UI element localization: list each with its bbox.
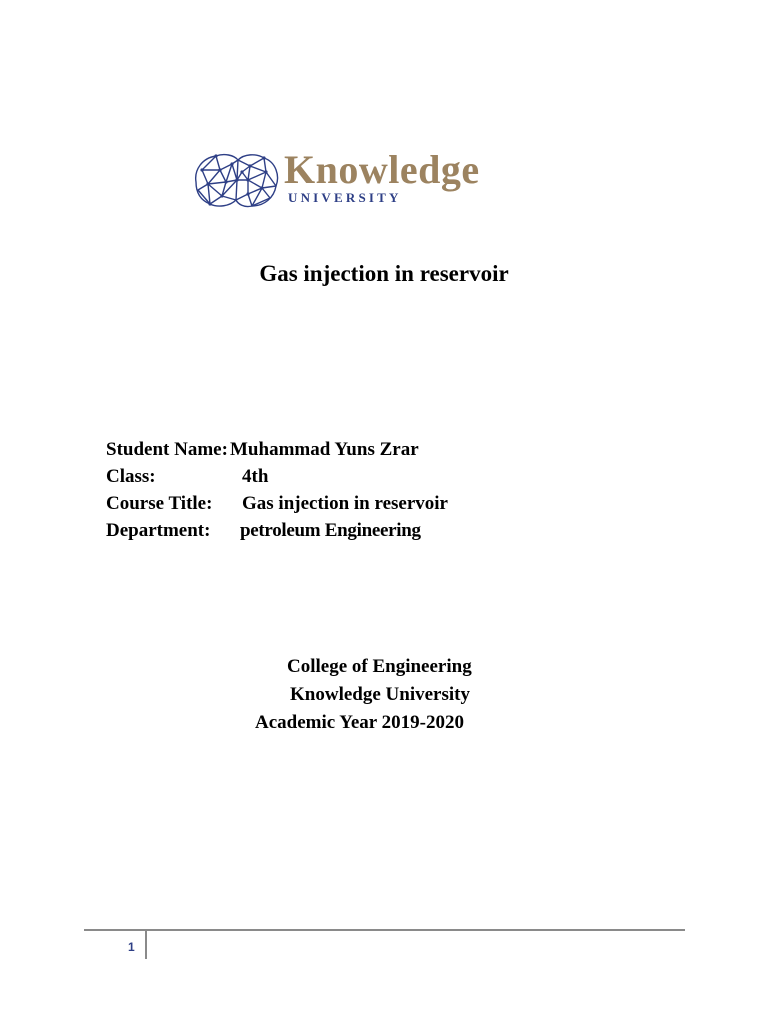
university-name: Knowledge University: [290, 684, 470, 705]
brain-network-icon: [192, 152, 280, 210]
footer-divider: [84, 929, 685, 931]
student-name-label: Student Name:: [106, 439, 228, 460]
logo-wordmark: Knowledge: [284, 147, 480, 192]
page-number: 1: [128, 940, 135, 954]
class-label: Class:: [106, 466, 156, 487]
college-name: College of Engineering: [287, 656, 472, 677]
academic-year: Academic Year 2019-2020: [255, 712, 464, 733]
document-title: Gas injection in reservoir: [259, 261, 509, 286]
department-value: petroleum Engineering: [240, 520, 421, 541]
page-number-separator: [145, 930, 147, 959]
logo-subtitle: UNIVERSITY: [288, 190, 402, 205]
university-logo: [192, 147, 552, 214]
course-title-value: Gas injection in reservoir: [242, 493, 448, 514]
course-title-label: Course Title:: [106, 493, 213, 514]
student-name-value: Muhammad Yuns Zrar: [230, 439, 419, 460]
department-label: Department:: [106, 520, 211, 541]
college-block: [250, 653, 490, 737]
class-value: 4th: [242, 466, 269, 487]
